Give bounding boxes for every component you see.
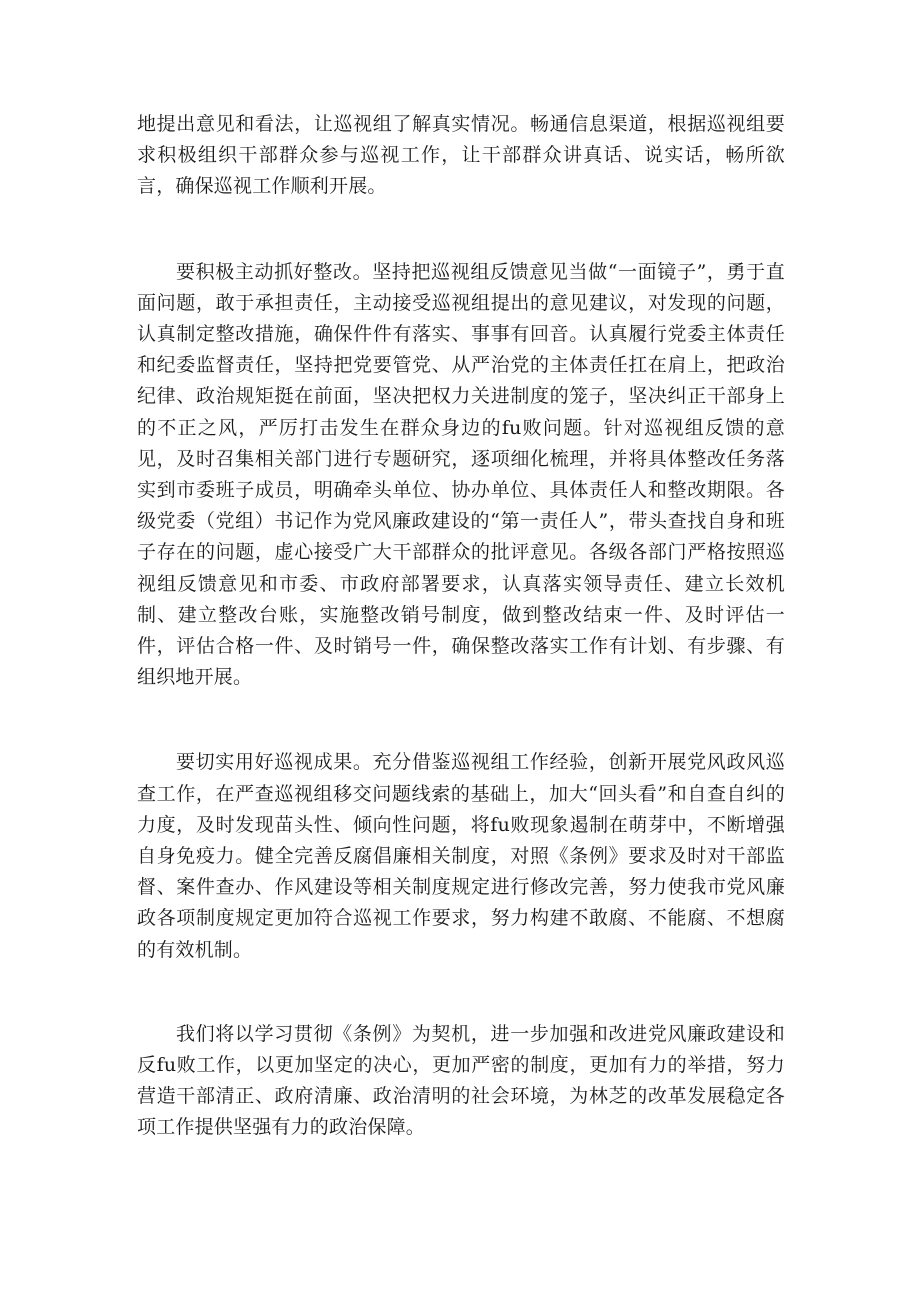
document-body [137, 109, 785, 1144]
paragraph-2: 要积极主动抓好整改。坚持把巡视组反馈意见当做“一面镜子”，勇于直面问题，敢于承担责任，主动接受巡视组提出的意见建议，对发现的问题，认真制定整改措施，确保件件有落实、事事有回音。认真履行党委主体责任和纪委监督责任，坚持把党要管党、从严治党的主体责任扛在肩上，把政治纪律、政治规矩挺在前面，坚决把权力关进制度的笼子，坚决纠正干部身上的不正之风，严厉打击发生在群众身边的fu败问题。针对巡视组反馈的意见，及时召集相关部门进行专题研究，逐项细化梳理，并将具体整改任务落实到市委班子成员，明确牵头单位、协办单位、具体责任人和整改期限。各级党委（党组）书记作为党风廉政建设的“第一责任人”，带头查找自身和班子存在的问题，虚心接受广大干部群众的批评意见。各级各部门严格按照巡视组反馈意见和市委、市政府部署要求，认真落实领导责任、建立长效机制、建立整改台账，实施整改销号制度，做到整改结束一件、及时评估一件，评估合格一件、及时销号一件，确保整改落实工作有计划、有步骤、有组织地开展。 [137, 260, 785, 689]
paragraph-4: 我们将以学习贯彻《条例》为契机，进一步加强和改进党风廉政建设和反fu败工作，以更加坚定的决心，更加严密的制度，更加有力的举措，努力营造干部清正、政府清廉、政治清明的社会环境，为林芝的改革发展稳定各项工作提供坚强有力的政治保障。 [137, 1022, 785, 1139]
paragraph-1: 地提出意见和看法，让巡视组了解真实情况。畅通信息渠道，根据巡视组要求积极组织干部群众参与巡视工作，让干部群众讲真话、说实话，畅所欲言，确保巡视工作顺利开展。 [137, 113, 785, 198]
paragraph-3: 要切实用好巡视成果。充分借鉴巡视组工作经验，创新开展党风政风巡查工作，在严查巡视组移交问题线索的基础上，加大“回头看”和自查自纠的力度，及时发现苗头性、倾向性问题，将fu败现象遏制在萌芽中，不断增强自身免疫力。健全完善反腐倡廉相关制度，对照《条例》要求及时对干部监督、案件查办、作风建设等相关制度规定进行修改完善，努力使我市党风廉政各项制度规定更加符合巡视工作要求，努力构建不敢腐、不能腐、不想腐的有效机制。 [137, 751, 785, 961]
